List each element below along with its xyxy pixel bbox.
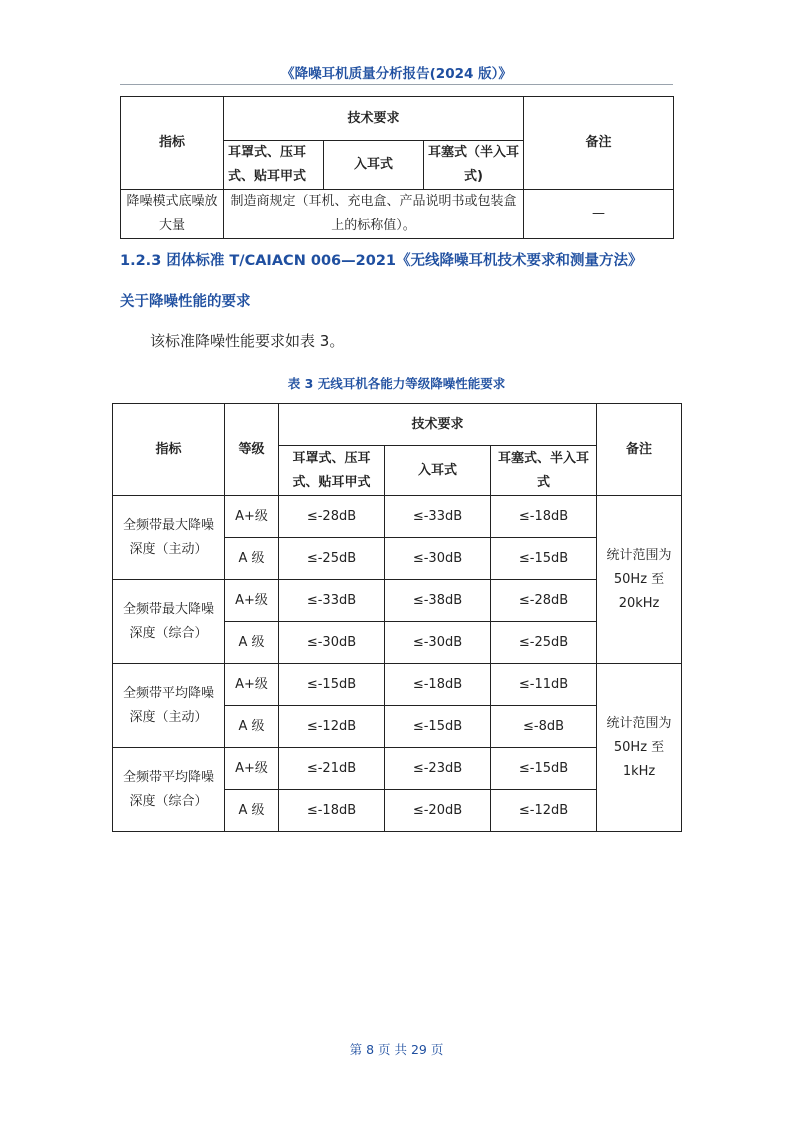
t3-header-grade: 等级 (225, 404, 279, 496)
header-tech-requirements: 技术要求 (224, 97, 524, 141)
value-cell: ≤-33dB (279, 580, 385, 622)
remark-cell: 统计范围为50Hz 至20kHz (597, 496, 682, 664)
t3-header-indicator: 指标 (113, 404, 225, 496)
noise-reduction-table (112, 403, 682, 832)
row-remark: — (524, 190, 674, 239)
t3-header-tech: 技术要求 (279, 404, 597, 446)
value-cell: ≤-11dB (491, 664, 597, 706)
table-row (113, 748, 682, 790)
header-indicator: 指标 (121, 97, 224, 190)
t3-header-semi: 耳塞式、半入耳式 (491, 446, 597, 496)
grade-cell: A+级 (225, 664, 279, 706)
body-paragraph: 该标准降噪性能要求如表 3。 (150, 332, 345, 350)
value-cell: ≤-8dB (491, 706, 597, 748)
t3-header-in-ear: 入耳式 (385, 446, 491, 496)
value-cell: ≤-30dB (385, 622, 491, 664)
t3-header-over-ear: 耳罩式、压耳式、贴耳甲式 (279, 446, 385, 496)
indicator-cell: 全频带平均降噪深度（主动） (113, 664, 225, 748)
value-cell: ≤-23dB (385, 748, 491, 790)
header-semi-in-ear: 耳塞式（半入耳式) (424, 141, 524, 190)
row-requirement: 制造商规定（耳机、充电盒、产品说明书或包装盒上的标称值）。 (224, 190, 524, 239)
section-heading: 1.2.3 团体标准 T/CAIACN 006—2021《无线降噪耳机技术要求和测量方法》 (120, 253, 643, 269)
grade-cell: A+级 (225, 748, 279, 790)
indicator-cell: 全频带最大降噪深度（综合） (113, 580, 225, 664)
value-cell: ≤-25dB (491, 622, 597, 664)
indicator-cell: 全频带最大降噪深度（主动） (113, 496, 225, 580)
grade-cell: A+级 (225, 580, 279, 622)
value-cell: ≤-15dB (279, 664, 385, 706)
grade-cell: A 级 (225, 538, 279, 580)
page-header-title: 《降噪耳机质量分析报告(2024 版）》 (281, 66, 512, 82)
grade-cell: A+级 (225, 496, 279, 538)
value-cell: ≤-21dB (279, 748, 385, 790)
remark-cell: 统计范围为50Hz 至1kHz (597, 664, 682, 832)
value-cell: ≤-38dB (385, 580, 491, 622)
value-cell: ≤-18dB (385, 664, 491, 706)
value-cell: ≤-18dB (279, 790, 385, 832)
table-row (113, 580, 682, 622)
table-row (113, 664, 682, 706)
value-cell: ≤-28dB (279, 496, 385, 538)
value-cell: ≤-33dB (385, 496, 491, 538)
grade-cell: A 级 (225, 622, 279, 664)
header-in-ear: 入耳式 (324, 141, 424, 190)
value-cell: ≤-25dB (279, 538, 385, 580)
value-cell: ≤-15dB (491, 748, 597, 790)
value-cell: ≤-18dB (491, 496, 597, 538)
requirements-table-continued (120, 96, 674, 239)
value-cell: ≤-30dB (385, 538, 491, 580)
value-cell: ≤-15dB (385, 706, 491, 748)
indicator-cell: 全频带平均降噪深度（综合） (113, 748, 225, 832)
table-row (113, 496, 682, 538)
value-cell: ≤-15dB (491, 538, 597, 580)
page-footer: 第 8 页 共 29 页 (349, 1042, 444, 1057)
row-indicator: 降噪模式底噪放大量 (121, 190, 224, 239)
grade-cell: A 级 (225, 790, 279, 832)
value-cell: ≤-28dB (491, 580, 597, 622)
table-caption: 表 3 无线耳机各能力等级降噪性能要求 (287, 376, 506, 391)
section-subheading: 关于降噪性能的要求 (120, 294, 251, 310)
value-cell: ≤-20dB (385, 790, 491, 832)
value-cell: ≤-30dB (279, 622, 385, 664)
header-over-ear: 耳罩式、压耳式、贴耳甲式 (224, 141, 324, 190)
header-divider (120, 84, 673, 85)
value-cell: ≤-12dB (279, 706, 385, 748)
value-cell: ≤-12dB (491, 790, 597, 832)
header-remark: 备注 (524, 97, 674, 190)
t3-header-remark: 备注 (597, 404, 682, 496)
grade-cell: A 级 (225, 706, 279, 748)
